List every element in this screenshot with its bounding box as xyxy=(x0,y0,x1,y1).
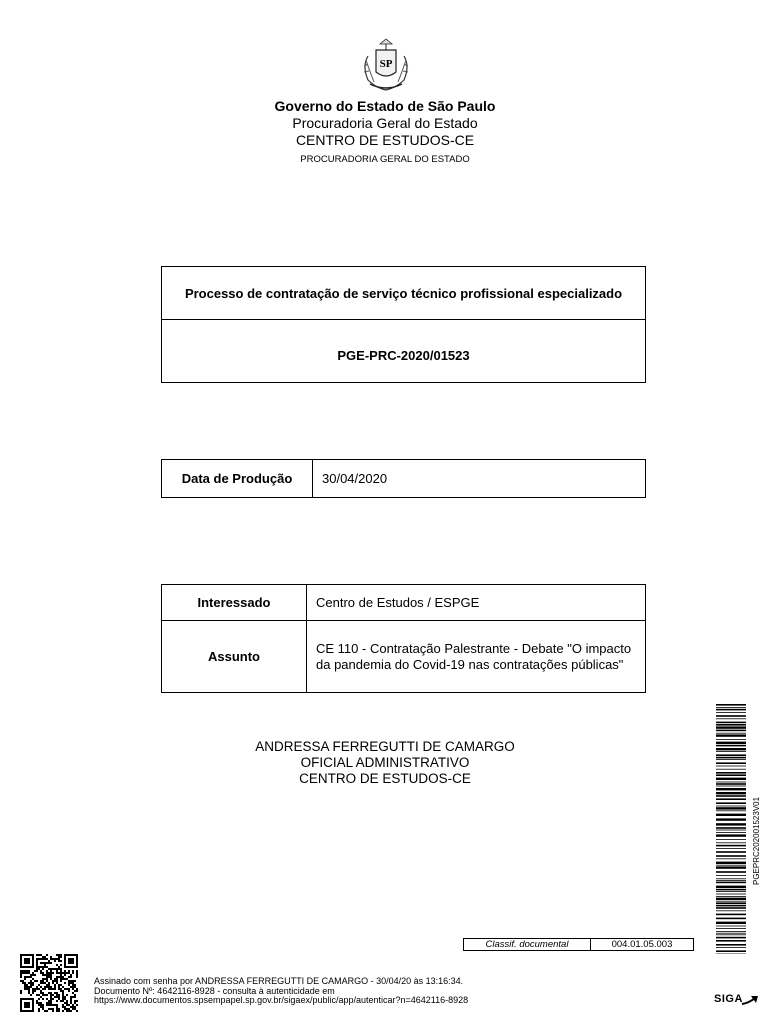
assunto-label: Assunto xyxy=(162,621,307,693)
document-header xyxy=(185,98,585,168)
production-date-label: Data de Produção xyxy=(162,460,313,498)
signer-role: OFICIAL ADMINISTRATIVO xyxy=(300,755,470,770)
crest-letters: SP xyxy=(379,58,393,70)
details-box xyxy=(161,584,646,693)
siga-arrow-icon xyxy=(741,995,759,1005)
production-date-value: 30/04/2020 xyxy=(313,460,646,498)
footer-document-line: Documento Nº: 4642116-8928 - consulta à autenticidade em xyxy=(94,985,335,996)
assunto-value: CE 110 - Contratação Palestrante - Debate "O impacto da pandemia do Covid-19 nas contratações públicas" xyxy=(307,621,646,693)
signature-footer xyxy=(94,977,468,1006)
classification-value: 004.01.05.003 xyxy=(591,939,694,951)
classification-box xyxy=(463,938,694,951)
barcode-icon xyxy=(716,704,746,954)
interessado-label: Interessado xyxy=(162,585,307,621)
header-centro: CENTRO DE ESTUDOS-CE xyxy=(295,132,475,148)
header-government: Governo do Estado de São Paulo xyxy=(274,98,496,114)
process-title: Processo de contratação de serviço técnico profissional especializado xyxy=(162,267,646,320)
signer-name: ANDRESSA FERREGUTTI DE CAMARGO xyxy=(255,739,515,754)
classification-label: Classif. documental xyxy=(464,939,591,951)
qr-code-icon xyxy=(20,954,78,1012)
process-number: PGE-PRC-2020/01523 xyxy=(162,320,646,383)
signature-block xyxy=(185,739,585,787)
interessado-value: Centro de Estudos / ESPGE xyxy=(307,585,646,621)
process-box xyxy=(161,266,646,383)
production-date-box xyxy=(161,459,646,498)
header-subtitle: PROCURADORIA GERAL DO ESTADO xyxy=(300,154,470,165)
barcode-text: PGEPRC202001523V01 xyxy=(752,796,761,885)
footer-signed-line: Assinado com senha por ANDRESSA FERREGUTTI DE CAMARGO - 30/04/20 às 13:16:34. xyxy=(94,976,464,986)
signer-dept: CENTRO DE ESTUDOS-CE xyxy=(299,771,471,786)
footer-url-line: https://www.documentos.spsempapel.sp.gov.br/sigaex/public/app/autenticar?n=4642116-8928 xyxy=(94,995,469,1005)
siga-logo: SIGA xyxy=(714,993,743,1005)
header-procuradoria: Procuradoria Geral do Estado xyxy=(292,115,478,131)
state-crest-icon xyxy=(360,36,412,92)
